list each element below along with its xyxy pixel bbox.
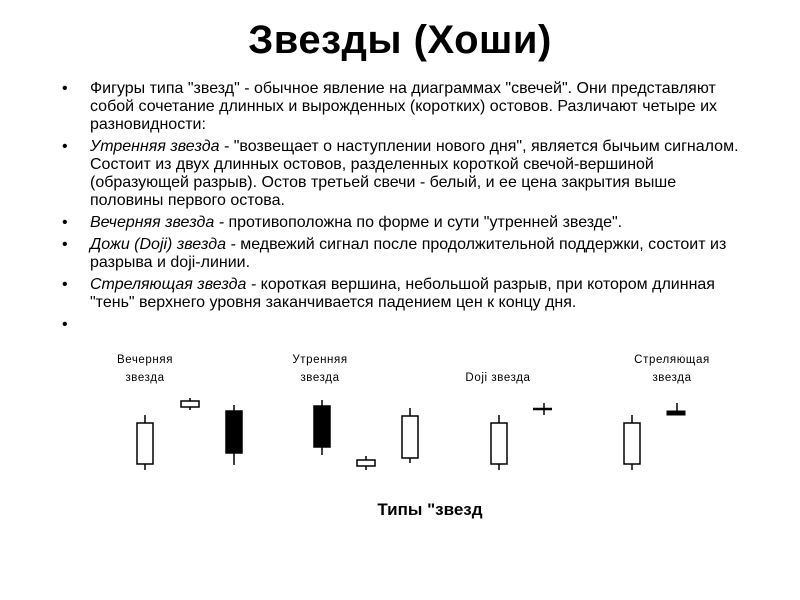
slide-title: Звезды (Хоши) <box>248 18 552 62</box>
doji-star-candle-1 <box>491 415 507 470</box>
doji-star-candle-2 <box>533 403 552 415</box>
shooting-star-candle-2 <box>667 403 685 415</box>
bullet-text: медвежий сигнал после продолжительной поддержки, состоит из разрыва и doji-линии. <box>90 236 727 271</box>
morning-star-candle-1 <box>314 400 330 455</box>
diagram-caption: Типы "звезд <box>377 500 483 519</box>
bullet-text: короткая вершина, небольшой разрыв, при котором длинная "тень" верхнего уровня заканчивается падением цен к концу дня. <box>90 276 715 311</box>
bullet-term: Дожи (Doji) звезда - <box>90 236 236 253</box>
label-shooting-star-line2: звезда <box>652 372 692 384</box>
bullet-item-intro <box>62 80 752 134</box>
bullet-item-shooting-star <box>62 276 752 312</box>
morning-star-candle-3 <box>402 408 418 463</box>
label-doji-star: Doji звезда <box>465 372 531 384</box>
label-morning-star-line2: звезда <box>300 372 340 384</box>
bullet-term: Стреляющая звезда - <box>90 276 257 293</box>
bullet-item-empty <box>62 316 752 334</box>
label-evening-star-line2: звезда <box>125 372 165 384</box>
label-shooting-star-line1: Стреляющая <box>634 354 710 366</box>
bullet-text: противоположна по форме и сути "утренней звезде". <box>224 214 623 231</box>
bullet-text: "возвещает о наступлении нового дня", является бычьим сигналом. Состоит из двух длинных остовов, разделенных короткой свечой-вершиной (образующей разрыв). Остов третьей свечи - белый, и ее цена закрытия выше половины первого остова. <box>90 138 739 209</box>
evening-star-candle-1 <box>137 415 153 470</box>
morning-star-candle-2 <box>357 456 375 470</box>
candlestick-diagram <box>0 340 800 490</box>
evening-star-candle-2 <box>181 398 199 410</box>
evening-star-candle-3 <box>226 405 242 465</box>
bullet-list <box>62 80 752 338</box>
bullet-term: Утренняя звезда - <box>90 138 230 155</box>
bullet-item-morning-star <box>62 138 752 210</box>
bullet-item-doji-star <box>62 236 752 272</box>
bullet-item-evening-star <box>62 214 752 232</box>
label-evening-star-line1: Вечерняя <box>116 354 174 366</box>
shooting-star-candle-1 <box>624 415 640 470</box>
bullet-text: Фигуры типа "звезд" - обычное явление на диаграммах "свечей". Они представляют собой сочетание длинных и вырожденных (коротких) остовов. Различают четыре их разновидности: <box>90 80 717 133</box>
label-morning-star-line1: Утренняя <box>292 354 348 366</box>
bullet-term: Вечерняя звезда - <box>90 214 225 231</box>
